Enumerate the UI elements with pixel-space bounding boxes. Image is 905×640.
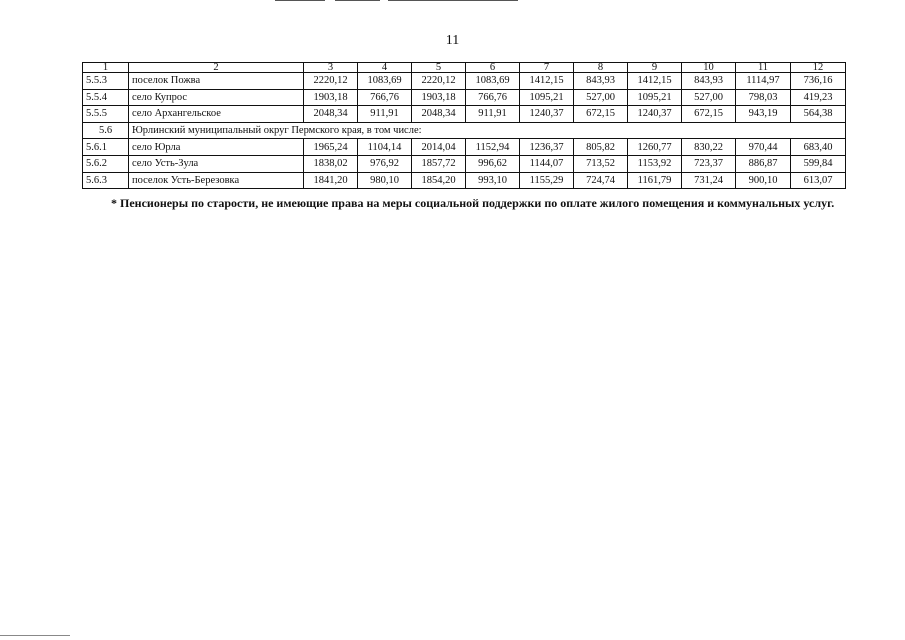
value-cell: 1152,94	[466, 139, 520, 156]
column-number: 10	[682, 63, 736, 73]
value-cell: 911,91	[358, 106, 412, 123]
column-number: 11	[736, 63, 791, 73]
column-number: 6	[466, 63, 520, 73]
table-row	[83, 106, 846, 123]
column-number: 9	[628, 63, 682, 73]
top-rule-right	[388, 0, 518, 1]
bottom-rule	[0, 635, 70, 636]
row-code: 5.6.3	[83, 172, 129, 189]
value-cell: 1114,97	[736, 73, 791, 90]
value-cell: 2220,12	[412, 73, 466, 90]
value-cell: 1854,20	[412, 172, 466, 189]
value-cell: 1155,29	[520, 172, 574, 189]
settlement-name: село Юрла	[129, 139, 304, 156]
column-number: 3	[304, 63, 358, 73]
value-cell: 843,93	[682, 73, 736, 90]
table-row	[83, 172, 846, 189]
settlement-name: поселок Пожва	[129, 73, 304, 90]
value-cell: 1236,37	[520, 139, 574, 156]
value-cell: 886,87	[736, 155, 791, 172]
settlement-name: село Архангельское	[129, 106, 304, 123]
settlement-name: поселок Усть-Березовка	[129, 172, 304, 189]
value-cell: 2014,04	[412, 139, 466, 156]
column-number: 1	[83, 63, 129, 73]
table-row	[83, 155, 846, 172]
value-cell: 1144,07	[520, 155, 574, 172]
settlement-name: село Купрос	[129, 89, 304, 106]
value-cell: 1903,18	[304, 89, 358, 106]
row-code: 5.5.4	[83, 89, 129, 106]
row-code: 5.5.5	[83, 106, 129, 123]
table-body	[83, 63, 846, 189]
value-cell: 731,24	[682, 172, 736, 189]
top-rule-left	[275, 0, 325, 1]
value-cell: 564,38	[791, 106, 846, 123]
value-cell: 943,19	[736, 106, 791, 123]
value-cell: 900,10	[736, 172, 791, 189]
value-cell: 736,16	[791, 73, 846, 90]
value-cell: 766,76	[466, 89, 520, 106]
value-cell: 1965,24	[304, 139, 358, 156]
value-cell: 798,03	[736, 89, 791, 106]
value-cell: 419,23	[791, 89, 846, 106]
row-code: 5.6.1	[83, 139, 129, 156]
value-cell: 527,00	[574, 89, 628, 106]
column-number: 4	[358, 63, 412, 73]
column-number: 2	[129, 63, 304, 73]
column-number: 12	[791, 63, 846, 73]
value-cell: 1161,79	[628, 172, 682, 189]
value-cell: 672,15	[574, 106, 628, 123]
value-cell: 993,10	[466, 172, 520, 189]
value-cell: 1857,72	[412, 155, 466, 172]
value-cell: 723,37	[682, 155, 736, 172]
row-code: 5.5.3	[83, 73, 129, 90]
value-cell: 2220,12	[304, 73, 358, 90]
value-cell: 996,62	[466, 155, 520, 172]
value-cell: 1412,15	[628, 73, 682, 90]
value-cell: 1841,20	[304, 172, 358, 189]
section-title: Юрлинский муниципальный округ Пермского края, в том числе:	[129, 122, 846, 139]
table-row	[83, 89, 846, 106]
value-cell: 843,93	[574, 73, 628, 90]
value-cell: 766,76	[358, 89, 412, 106]
value-cell: 970,44	[736, 139, 791, 156]
value-cell: 599,84	[791, 155, 846, 172]
value-cell: 672,15	[682, 106, 736, 123]
value-cell: 1083,69	[466, 73, 520, 90]
value-cell: 911,91	[466, 106, 520, 123]
column-number: 5	[412, 63, 466, 73]
section-row	[83, 122, 846, 139]
value-cell: 613,07	[791, 172, 846, 189]
value-cell: 1260,77	[628, 139, 682, 156]
value-cell: 2048,34	[412, 106, 466, 123]
value-cell: 1083,69	[358, 73, 412, 90]
value-cell: 805,82	[574, 139, 628, 156]
row-code: 5.6.2	[83, 155, 129, 172]
column-number: 8	[574, 63, 628, 73]
row-code: 5.6	[83, 122, 129, 139]
value-cell: 976,92	[358, 155, 412, 172]
value-cell: 1903,18	[412, 89, 466, 106]
value-cell: 980,10	[358, 172, 412, 189]
value-cell: 1838,02	[304, 155, 358, 172]
footnote: * Пенсионеры по старости, не имеющие права на меры социальной поддержки по оплате жилого помещения и коммунальных услуг.	[111, 196, 835, 210]
value-cell: 1240,37	[520, 106, 574, 123]
value-cell: 713,52	[574, 155, 628, 172]
value-cell: 1240,37	[628, 106, 682, 123]
table-row	[83, 139, 846, 156]
value-cell: 527,00	[682, 89, 736, 106]
table-row	[83, 73, 846, 90]
value-cell: 830,22	[682, 139, 736, 156]
data-table	[82, 62, 846, 189]
top-rule-middle	[335, 0, 380, 1]
value-cell: 724,74	[574, 172, 628, 189]
value-cell: 683,40	[791, 139, 846, 156]
settlement-name: село Усть-Зула	[129, 155, 304, 172]
column-number: 7	[520, 63, 574, 73]
page-number: 11	[445, 33, 460, 48]
value-cell: 1095,21	[520, 89, 574, 106]
value-cell: 2048,34	[304, 106, 358, 123]
value-cell: 1095,21	[628, 89, 682, 106]
value-cell: 1153,92	[628, 155, 682, 172]
column-number-row	[83, 63, 846, 73]
value-cell: 1412,15	[520, 73, 574, 90]
value-cell: 1104,14	[358, 139, 412, 156]
